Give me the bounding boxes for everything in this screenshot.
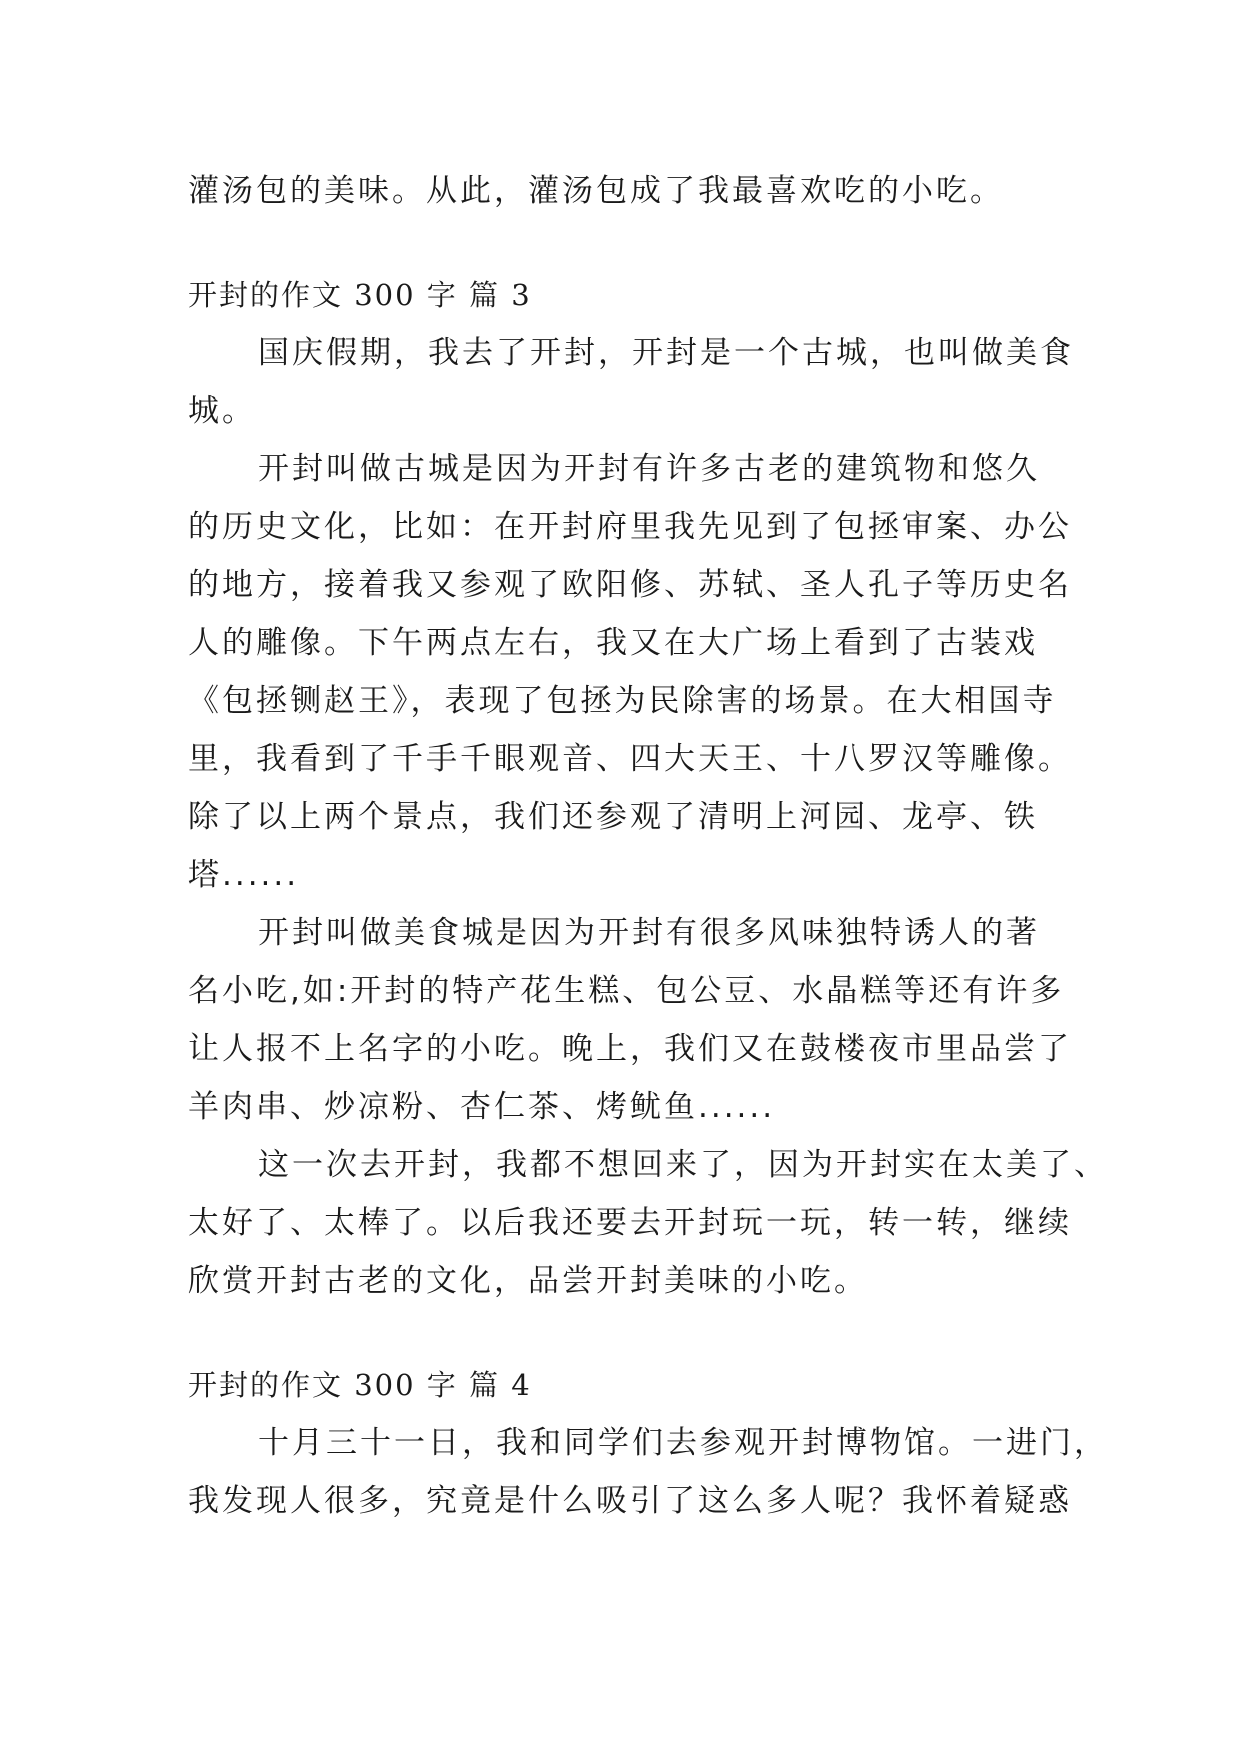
paragraph-line: 的地方，接着我又参观了欧阳修、苏轼、圣人孔子等历史名	[188, 567, 1072, 603]
paragraph-line: 除了以上两个景点，我们还参观了清明上河园、龙亭、铁	[188, 799, 1038, 835]
paragraph-line: 我发现人很多，究竟是什么吸引了这么多人呢？我怀着疑惑	[188, 1483, 1072, 1519]
section-4-heading: 开封的作文 300 字 篇 4	[188, 1368, 532, 1402]
intro-line: 灌汤包的美味。从此，灌汤包成了我最喜欢吃的小吃。	[188, 173, 1004, 209]
paragraph-line: 让人报不上名字的小吃。晚上，我们又在鼓楼夜市里品尝了	[188, 1031, 1072, 1067]
paragraph-line: 人的雕像。下午两点左右，我又在大广场上看到了古装戏	[188, 625, 1038, 661]
paragraph-line: 的历史文化，比如：在开封府里我先见到了包拯审案、办公	[188, 509, 1072, 545]
paragraph-line: 塔......	[188, 857, 300, 893]
paragraph-line: 太好了、太棒了。以后我还要去开封玩一玩，转一转，继续	[188, 1205, 1072, 1241]
section-3-heading: 开封的作文 300 字 篇 3	[188, 278, 532, 312]
paragraph-line: 名小吃,如:开封的特产花生糕、包公豆、水晶糕等还有许多	[188, 973, 1065, 1009]
document-body	[188, 162, 1108, 1530]
paragraph-line: 这一次去开封，我都不想回来了，因为开封实在太美了、	[258, 1147, 1108, 1183]
section-gap	[188, 1310, 1068, 1356]
section-gap	[188, 220, 1068, 266]
paragraph-line: 欣赏开封古老的文化，品尝开封美味的小吃。	[188, 1263, 868, 1299]
paragraph-line: 《包拯铡赵王》，表现了包拯为民除害的场景。在大相国寺	[188, 683, 1057, 719]
paragraph-line: 羊肉串、炒凉粉、杏仁茶、烤鱿鱼......	[188, 1089, 776, 1125]
paragraph-line: 里，我看到了千手千眼观音、四大天王、十八罗汉等雕像。	[188, 741, 1072, 777]
paragraph-line: 城。	[188, 393, 256, 429]
paragraph-line: 十月三十一日，我和同学们去参观开封博物馆。一进门，	[258, 1425, 1108, 1461]
paragraph-line: 开封叫做美食城是因为开封有很多风味独特诱人的著	[258, 915, 1040, 951]
paragraph-line: 国庆假期，我去了开封，开封是一个古城，也叫做美食	[258, 335, 1074, 371]
paragraph-line: 开封叫做古城是因为开封有许多古老的建筑物和悠久	[258, 451, 1040, 487]
